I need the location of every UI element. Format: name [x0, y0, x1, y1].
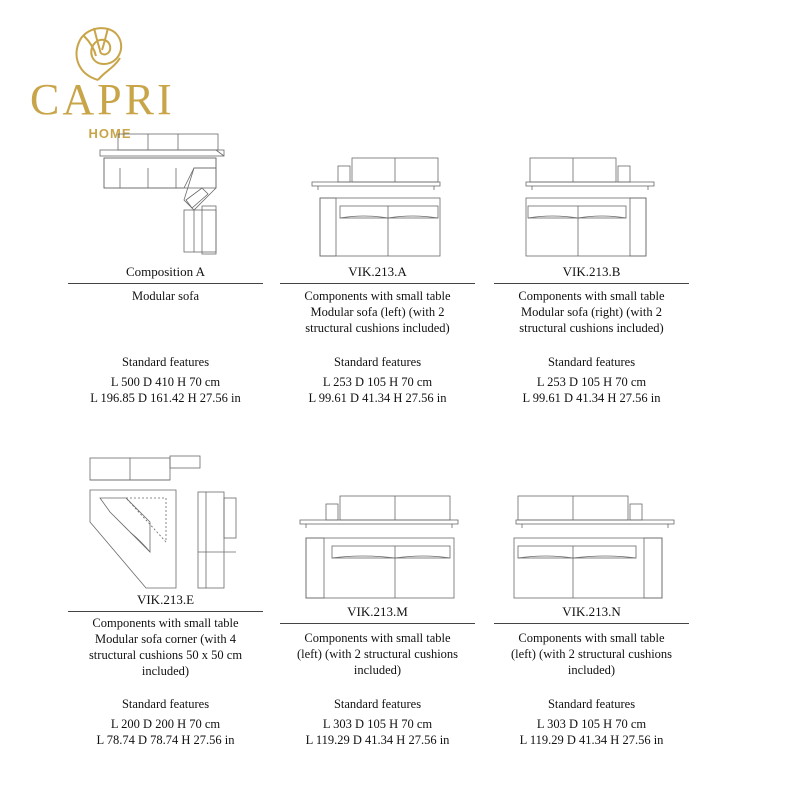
divider [494, 623, 689, 624]
product-card-vik-213-a [280, 150, 475, 418]
dims-cm: L 200 D 200 H 70 cm [110, 717, 221, 731]
standard-features: Standard features L 253 D 105 H 70 cm L 99.61 D 41.34 H 27.56 in [494, 354, 689, 406]
dims-cm: L 253 D 105 H 70 cm [322, 375, 433, 389]
standard-features: Standard features L 303 D 105 H 70 cm L 119.29 D 41.34 H 27.56 in [280, 696, 475, 748]
product-card-vik-213-n [494, 490, 689, 752]
composition-a-drawing [98, 128, 248, 258]
standard-features: Standard features L 200 D 200 H 70 cm L 78.74 D 78.74 H 27.56 in [68, 696, 263, 748]
brand-name: CAPRI [30, 75, 175, 124]
dims-cm: L 303 D 105 H 70 cm [536, 717, 647, 731]
product-description: Components with small table (left) (with 2 structural cushions included) [296, 631, 459, 677]
product-code: Composition A [125, 264, 206, 279]
vik-213-b-drawing [524, 154, 664, 262]
product-code: VIK.213.E [136, 592, 195, 607]
dims-in: L 99.61 D 41.34 H 27.56 in [308, 391, 447, 405]
dims-in: L 119.29 D 41.34 H 27.56 in [305, 733, 450, 747]
dims-cm: L 253 D 105 H 70 cm [536, 375, 647, 389]
dims-cm: L 500 D 410 H 70 cm [110, 375, 221, 389]
dims-in: L 99.61 D 41.34 H 27.56 in [522, 391, 661, 405]
product-card-vik-213-b [494, 150, 689, 418]
dims-in: L 196.85 D 161.42 H 27.56 in [90, 391, 241, 405]
product-description: Components with small table Modular sofa (right) (with 2 structural cushions included) [518, 289, 665, 335]
standard-features: Standard features L 303 D 105 H 70 cm L 119.29 D 41.34 H 27.56 in [494, 696, 689, 748]
dims-in: L 119.29 D 41.34 H 27.56 in [519, 733, 664, 747]
product-description: Modular sofa [132, 289, 199, 303]
product-code: VIK.213.B [562, 264, 621, 279]
brand-subtitle: HOME [88, 126, 132, 141]
dims-cm: L 303 D 105 H 70 cm [322, 717, 433, 731]
standard-features: Standard features L 500 D 410 H 70 cm L 196.85 D 161.42 H 27.56 in [68, 354, 263, 406]
product-card-vik-213-m [280, 490, 475, 752]
capri-home-logo [30, 22, 175, 142]
divider [280, 623, 475, 624]
divider [68, 283, 263, 284]
product-description: Components with small table (left) (with 2 structural cushions included) [510, 631, 673, 677]
product-code: VIK.213.A [348, 264, 407, 279]
product-card-vik-213-e [68, 452, 263, 752]
vik-213-n-drawing [512, 492, 682, 604]
product-description: Components with small table Modular sofa corner (with 4 structural cushions 50 x 50 cm included) [88, 616, 243, 678]
product-description: Components with small table Modular sofa (left) (with 2 structural cushions included) [304, 289, 451, 335]
divider [280, 283, 475, 284]
vik-213-m-drawing [296, 492, 466, 604]
product-code: VIK.213.N [562, 604, 621, 619]
standard-features: Standard features L 253 D 105 H 70 cm L 99.61 D 41.34 H 27.56 in [280, 354, 475, 406]
nautilus-shell-icon [70, 22, 126, 82]
divider [494, 283, 689, 284]
vik-213-a-drawing [310, 154, 450, 262]
divider [68, 611, 263, 612]
dims-in: L 78.74 D 78.74 H 27.56 in [96, 733, 235, 747]
vik-213-e-drawing [86, 452, 256, 592]
product-card-composition-a [68, 128, 263, 418]
product-code: VIK.213.M [347, 604, 408, 619]
